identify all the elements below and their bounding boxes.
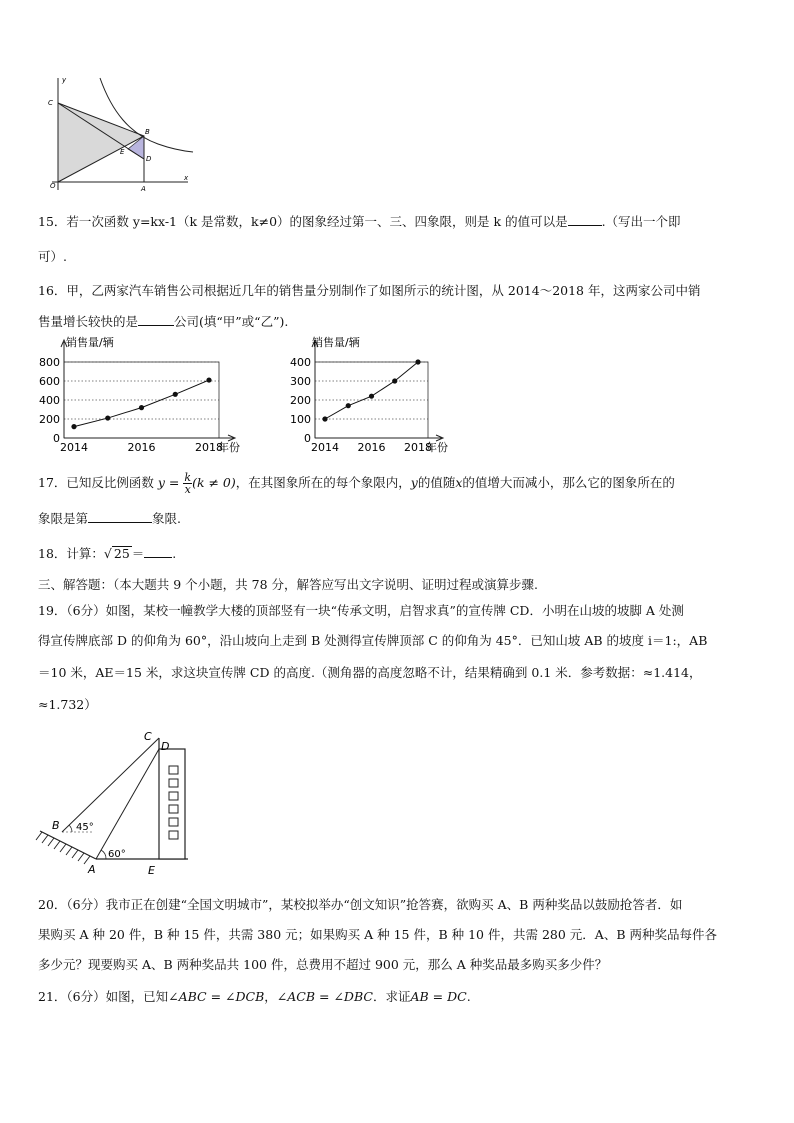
answer-blank[interactable] <box>138 314 174 326</box>
label-c: C <box>144 730 152 743</box>
figure-q14 <box>38 72 198 196</box>
q18-pre: 18．计算： <box>38 546 104 561</box>
x-tick-label: 2016 <box>127 441 156 454</box>
y-tick-label: 800 <box>39 356 60 369</box>
data-point <box>206 377 211 382</box>
x-axis-label: 年份 <box>218 441 240 454</box>
data-point <box>346 403 351 408</box>
y-axis-label: 销售量/辆 <box>312 336 360 349</box>
q20-line2: 果购买 A 种 20 件，B 种 15 件，共需 380 元；如果购买 A 种 15 件，B 种 10 件，共需 280 元．A、B 两种奖品每件各 <box>38 927 717 942</box>
q21-eq2: ∠ACB = ∠DBC <box>276 989 373 1004</box>
q17-fraction <box>183 472 192 495</box>
q20-line1: 20．（6分）我市正在创建“全国文明城市”，某校拟举办“创文知识”抢答赛，欲购买 A、B 两种奖品以鼓励抢答者．如 <box>38 897 683 912</box>
answer-blank[interactable] <box>568 214 602 226</box>
question-20-l2 <box>38 928 758 942</box>
q20-line3: 多少元？现要购买 A、B 两种奖品共 100 件，总费用不超过 900 元，那么 A 种奖品最多购买多少件？ <box>38 957 608 972</box>
q19-line1: 19．（6分）如图，某校一幢教学大楼的顶部竖有一块“传承文明，启智求真”的宣传牌 CD．小明在山坡的坡脚 A 处测 <box>38 603 684 618</box>
question-15 <box>38 214 758 229</box>
label-b: B <box>52 819 60 832</box>
data-point <box>105 415 110 420</box>
q17-denominator: x <box>184 483 191 496</box>
q21-eq1: ∠ABC = ∠DCB <box>168 989 265 1004</box>
question-17 <box>38 472 758 495</box>
x-tick-label: 2018 <box>195 441 223 454</box>
data-point <box>173 392 178 397</box>
data-point <box>415 359 420 364</box>
chart-company-yi <box>280 334 470 458</box>
label-angle-60: 60° <box>108 849 126 860</box>
q16-line2-pre: 售量增长较快的是 <box>38 314 139 329</box>
series-line <box>325 362 418 419</box>
q21-pre: 21．（6分）如图，已知 <box>38 989 169 1004</box>
answer-blank[interactable] <box>88 511 152 523</box>
x-axis-label: 年份 <box>426 441 448 454</box>
q15-text: 15．若一次函数 y=kx-1（k 是常数，k≠0）的图象经过第一、三、四象限，则是 k 的值可以是 <box>38 214 568 229</box>
q15-line2: 可）. <box>38 249 67 264</box>
label-b: B <box>145 128 150 136</box>
q17-post: 的值增大而减小，那么它的图象所在的 <box>462 475 675 490</box>
q17-numerator: k <box>184 471 192 484</box>
q17-condition: (k ≠ 0) <box>192 475 236 490</box>
question-21 <box>38 990 758 1004</box>
q17-pre: 17．已知反比例函数 <box>38 475 154 490</box>
sight-line-ad <box>96 749 159 859</box>
data-point <box>369 394 374 399</box>
question-19-l4 <box>38 698 758 712</box>
q21-end: . <box>466 989 471 1004</box>
sqrt-symbol: √ <box>103 546 112 561</box>
y-tick-label: 300 <box>290 375 311 388</box>
q19-line4: ≈1.732） <box>38 697 97 712</box>
question-19 <box>38 604 758 618</box>
data-point <box>392 378 397 383</box>
question-20 <box>38 898 758 912</box>
question-18 <box>38 546 758 561</box>
figure-q19 <box>32 726 202 878</box>
label-o: O <box>50 182 56 190</box>
slope-hatching <box>36 832 90 864</box>
q17-mid: ，在其图象所在的每个象限内， <box>235 475 411 490</box>
q17-x: x <box>455 475 463 490</box>
q17-line2-pre: 象限是第 <box>38 511 89 526</box>
question-19-l3 <box>38 666 758 680</box>
y-tick-label: 400 <box>39 394 60 407</box>
q17-line2-post: 象限. <box>152 511 181 526</box>
question-15-cont <box>38 250 758 264</box>
q18-equals: ＝ <box>131 546 145 561</box>
q18-end: . <box>172 546 177 561</box>
question-20-l3 <box>38 958 758 972</box>
q16-line1: 16．甲，乙两家汽车销售公司根据近几年的销售量分别制作了如图所示的统计图，从 2014～2018 年，这两家公司中销 <box>38 283 701 298</box>
label-d: D <box>146 155 152 163</box>
q17-mid2: 的值随 <box>417 475 456 490</box>
label-e: E <box>148 864 155 877</box>
y-tick-label: 600 <box>39 375 60 388</box>
question-16 <box>38 284 758 298</box>
label-a: A <box>141 185 146 193</box>
label-y: y <box>62 76 67 84</box>
y-tick-label: 0 <box>304 432 311 445</box>
y-tick-label: 200 <box>290 394 311 407</box>
label-x: x <box>184 174 189 182</box>
x-tick-label: 2018 <box>404 441 432 454</box>
q21-eq3: AB = DC <box>410 989 467 1004</box>
q19-line3: ＝10 米，AE＝15 米，求这块宣传牌 CD 的高度.（测角器的高度忽略不计，结果精确到 0.1 米．参考数据：≈1.414， <box>38 665 702 680</box>
q15-text-end: .（写出一个即 <box>601 214 681 229</box>
label-c: C <box>48 99 53 107</box>
label-d: D <box>161 740 170 753</box>
chart-company-jia <box>34 334 264 458</box>
q18-radicand: 25 <box>113 546 130 561</box>
data-point <box>139 405 144 410</box>
data-point <box>71 424 76 429</box>
x-tick-label: 2014 <box>60 441 88 454</box>
question-17-cont <box>38 511 758 526</box>
q21-sep: ， <box>264 989 277 1004</box>
y-tick-label: 400 <box>290 356 311 369</box>
x-tick-label: 2016 <box>357 441 386 454</box>
data-point <box>322 416 327 421</box>
answer-blank[interactable] <box>144 546 172 558</box>
sight-line-bc <box>62 738 159 832</box>
y-tick-label: 0 <box>53 432 60 445</box>
label-a: A <box>88 863 96 876</box>
q19-line2: 得宣传牌底部 D 的仰角为 60°，沿山坡向上走到 B 处测得宣传牌顶部 C 的仰角为 45°．已知山坡 AB 的坡度 i＝1:，AB <box>38 633 708 648</box>
label-e: E <box>120 148 125 156</box>
q17-y: y <box>410 475 418 490</box>
series-line <box>74 380 209 427</box>
y-axis-label: 销售量/辆 <box>66 336 114 349</box>
x-tick-label: 2014 <box>311 441 339 454</box>
angle-arc-45 <box>69 825 72 832</box>
section-3-heading <box>38 578 758 592</box>
question-16-cont <box>38 314 758 329</box>
angle-arc-60 <box>101 850 106 859</box>
y-tick-label: 100 <box>290 413 311 426</box>
y-tick-label: 200 <box>39 413 60 426</box>
question-19-l2 <box>38 634 758 648</box>
section-3-text: 三、解答题：（本大题共 9 个小题，共 78 分，解答应写出文字说明、证明过程或演算步骤. <box>38 577 538 592</box>
q17-y-eq: y = <box>157 475 180 490</box>
q21-mid: ．求证 <box>372 989 411 1004</box>
q16-line2-post: 公司(填“甲”或“乙”). <box>174 314 289 329</box>
label-angle-45: 45° <box>76 822 94 833</box>
